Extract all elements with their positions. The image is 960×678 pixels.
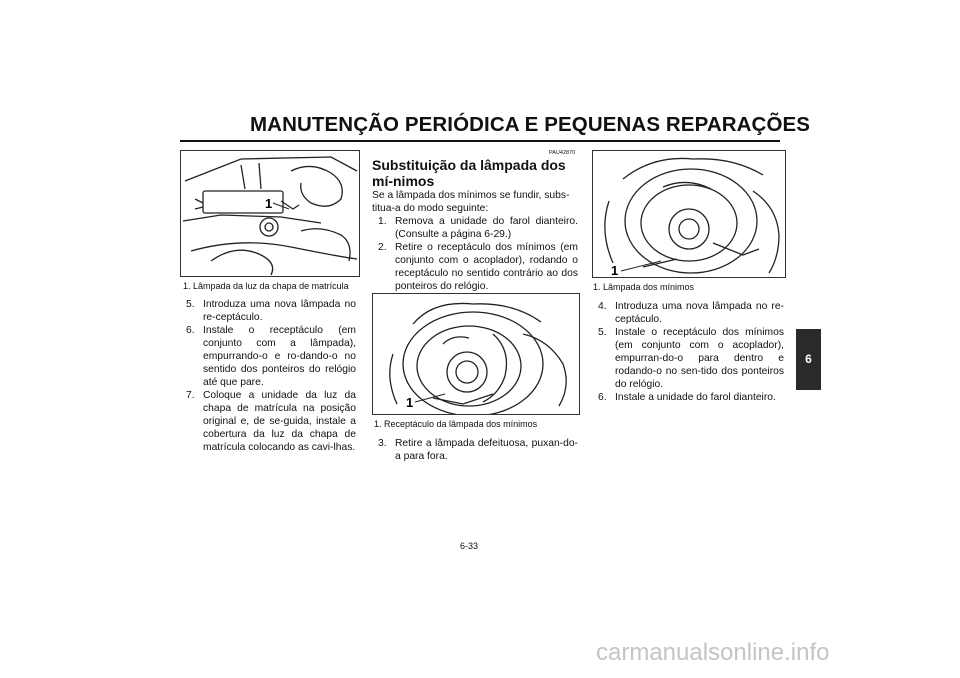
figure-callout: 1 — [611, 263, 619, 277]
step-text: Remova a unidade do farol dianteiro. (Consulte a página 6-29.) — [395, 216, 578, 240]
step-text: Introduza uma nova lâmpada no re-ceptáculo. — [615, 301, 784, 325]
step-item — [598, 391, 784, 404]
step-text: Retire o receptáculo dos mínimos (em conjunto com o acoplador), rodando o receptáculo no sentido contrário ao dos ponteiros do relógio. — [395, 242, 578, 292]
headlight-bulb-illustration — [593, 151, 785, 277]
page-title: MANUTENÇÃO PERIÓDICA E PEQUENAS REPARAÇÕES — [250, 113, 811, 136]
steps-list — [186, 298, 356, 454]
title-rule — [180, 140, 780, 142]
step-number: 5. — [186, 299, 195, 310]
steps-list — [598, 300, 784, 404]
headlight-socket-illustration — [373, 294, 579, 414]
step-item — [186, 298, 356, 324]
figure-caption: 1. Receptáculo da lâmpada dos mínimos — [374, 419, 538, 429]
step-text: Instale a unidade do farol dianteiro. — [615, 392, 776, 403]
section-intro: Se a lâmpada dos mínimos se fundir, subs-titua-a do modo seguinte: — [372, 190, 570, 214]
step-item — [186, 324, 356, 389]
step-text: Instale o receptáculo dos mínimos (em conjunto com o acoplador), empurran-do-o para dentro e rodando-o no sen-tido dos ponteiros do relógio. — [615, 327, 784, 390]
step-number: 7. — [186, 390, 195, 401]
page-number: 6-33 — [460, 541, 479, 551]
figure-callout: 1 — [406, 395, 414, 410]
step-text: Retire a lâmpada defeituosa, puxan-do-a para fora. — [395, 438, 578, 462]
step-item — [378, 437, 578, 463]
step-number: 6. — [186, 325, 195, 336]
step-number: 5. — [598, 327, 607, 338]
step-number: 1. — [378, 216, 387, 227]
step-item — [186, 389, 356, 454]
step-item — [378, 241, 578, 293]
position-light-socket-figure — [372, 293, 580, 415]
license-plate-light-figure — [180, 150, 360, 277]
step-number: 3. — [378, 438, 387, 449]
section-title: Substituição da lâmpada dos mí-nimos — [372, 157, 566, 189]
chapter-tab[interactable]: 6 — [796, 329, 821, 390]
figure-caption: 1. Lâmpada dos mínimos — [593, 282, 695, 292]
figure-callout: 1 — [265, 196, 273, 211]
steps-list — [378, 215, 578, 293]
step-item — [598, 326, 784, 391]
position-light-bulb-figure — [592, 150, 786, 278]
watermark: carmanualsonline.info — [596, 639, 830, 666]
step-text: Introduza uma nova lâmpada no re-ceptáculo. — [203, 299, 356, 323]
step-item — [378, 215, 578, 241]
step-number: 4. — [598, 301, 607, 312]
step-text: Coloque a unidade da luz da chapa de matrícula na posição original e, de se-guida, instale a cobertura da luz da chapa de matrícula colocando as cavi-lhas. — [203, 390, 356, 453]
step-item — [598, 300, 784, 326]
step-text: Instale o receptáculo (em conjunto com a lâmpada), empurrando-o e ro-dando-o no sentido dos ponteiros do relógio até que pare. — [203, 325, 356, 388]
step-number: 6. — [598, 392, 607, 403]
step-number: 2. — [378, 242, 387, 253]
steps-list — [378, 437, 578, 463]
figure-caption: 1. Lâmpada da luz da chapa de matrícula — [183, 281, 349, 291]
license-plate-illustration — [181, 151, 359, 276]
section-code: PAU42870 — [549, 150, 576, 156]
